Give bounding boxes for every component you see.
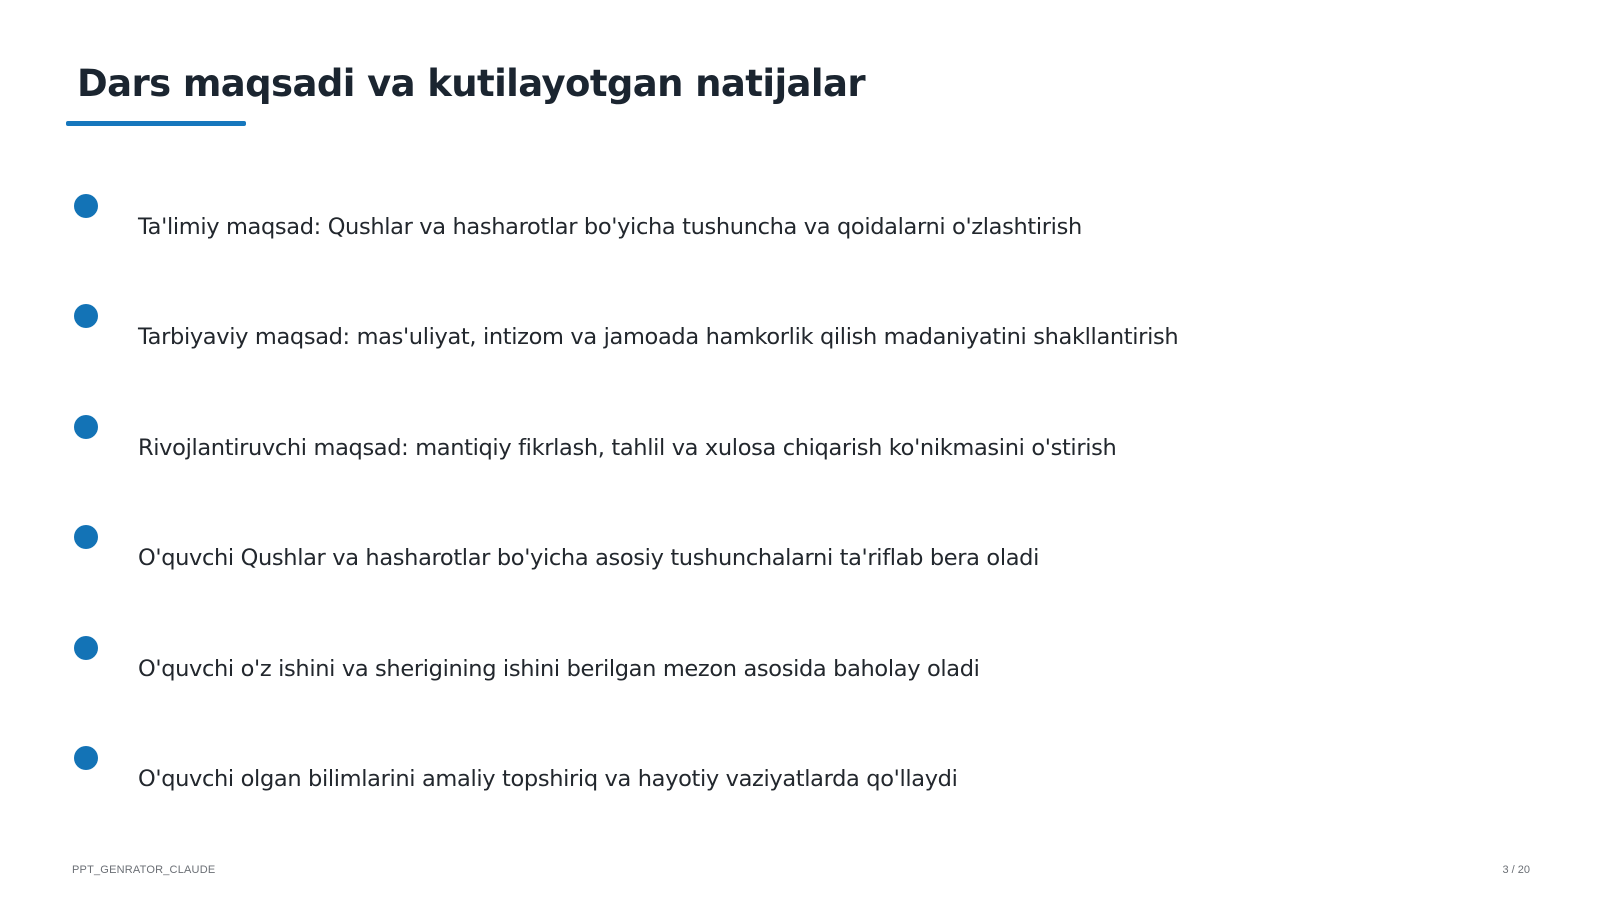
slide-title: Dars maqsadi va kutilayotgan natijalar xyxy=(77,62,866,105)
bullet-dot-icon xyxy=(74,746,98,770)
footer-source-label: PPT_GENRATOR_CLAUDE xyxy=(72,864,216,876)
list-item-text: Tarbiyaviy maqsad: mas'uliyat, intizom va jamoada hamkorlik qilish madaniyatini shakllantirish xyxy=(138,324,1179,350)
bullet-dot-icon xyxy=(74,194,98,218)
list-item xyxy=(0,304,1600,374)
list-item xyxy=(0,746,1600,816)
list-item-text: Ta'limiy maqsad: Qushlar va hasharotlar bo'yicha tushuncha va qoidalarni o'zlashtirish xyxy=(138,214,1082,240)
list-item xyxy=(0,636,1600,706)
bullet-dot-icon xyxy=(74,636,98,660)
list-item-text: O'quvchi Qushlar va hasharotlar bo'yicha asosiy tushunchalarni ta'riflab bera oladi xyxy=(138,545,1039,571)
list-item-text: Rivojlantiruvchi maqsad: mantiqiy fikrlash, tahlil va xulosa chiqarish ko'nikmasini o'stirish xyxy=(138,435,1117,461)
bullet-dot-icon xyxy=(74,304,98,328)
list-item-text: O'quvchi o'z ishini va sherigining ishini berilgan mezon asosida baholay oladi xyxy=(138,656,980,682)
list-item xyxy=(0,194,1600,264)
list-item-text: O'quvchi olgan bilimlarini amaliy topshiriq va hayotiy vaziyatlarda qo'llaydi xyxy=(138,766,958,792)
page-indicator: 3 / 20 xyxy=(1502,864,1530,876)
bullet-dot-icon xyxy=(74,415,98,439)
list-item xyxy=(0,525,1600,595)
bullet-dot-icon xyxy=(74,525,98,549)
list-item xyxy=(0,415,1600,485)
